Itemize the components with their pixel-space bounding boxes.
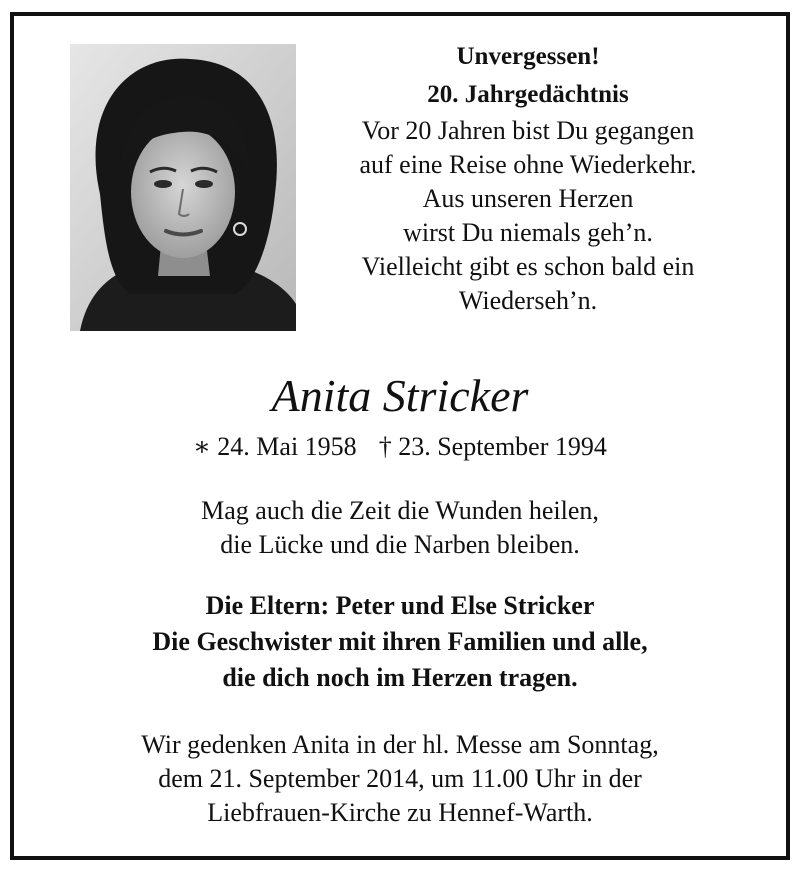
poem-line: Aus unseren Herzen [422, 184, 634, 213]
family-line: Die Eltern: Peter und Else Stricker [205, 591, 595, 620]
family-signature [0, 588, 800, 696]
life-dates [0, 430, 800, 464]
poem-line: auf eine Reise ohne Wiederkehr. [359, 150, 697, 179]
poem-heading: Unvergessen! [456, 43, 600, 70]
death-date: † 23. September 1994 [378, 432, 607, 461]
poem-line: wirst Du niemals geh’n. [403, 218, 653, 247]
mass-line: Liebfrauen-Kirche zu Hennef-Warth. [207, 798, 593, 827]
poem-line: Vielleicht gibt es schon bald ein [361, 252, 695, 281]
poem-line: Wiederseh’n. [458, 286, 598, 315]
birth-date: ∗ 24. Mai 1958 [193, 432, 357, 461]
verse-line: Mag auch die Zeit die Wunden heilen, [201, 496, 599, 525]
memorial-poem [318, 38, 738, 318]
family-line: die dich noch im Herzen tragen. [222, 663, 578, 692]
anniversary-heading: 20. Jahrgedächtnis [427, 81, 629, 108]
family-line: Die Geschwister mit ihren Familien und alle, [152, 627, 648, 656]
mass-line: dem 21. September 2014, um 11.00 Uhr in der [158, 764, 642, 793]
consolation-verse [0, 494, 800, 562]
memorial-mass-notice [0, 728, 800, 830]
portrait-photo [70, 44, 296, 331]
verse-line: die Lücke und die Narben bleiben. [220, 530, 580, 559]
mass-line: Wir gedenken Anita in der hl. Messe am Sonntag, [141, 730, 659, 759]
deceased-name: Anita Stricker [271, 370, 529, 421]
poem-line: Vor 20 Jahren bist Du gegangen [361, 116, 695, 145]
